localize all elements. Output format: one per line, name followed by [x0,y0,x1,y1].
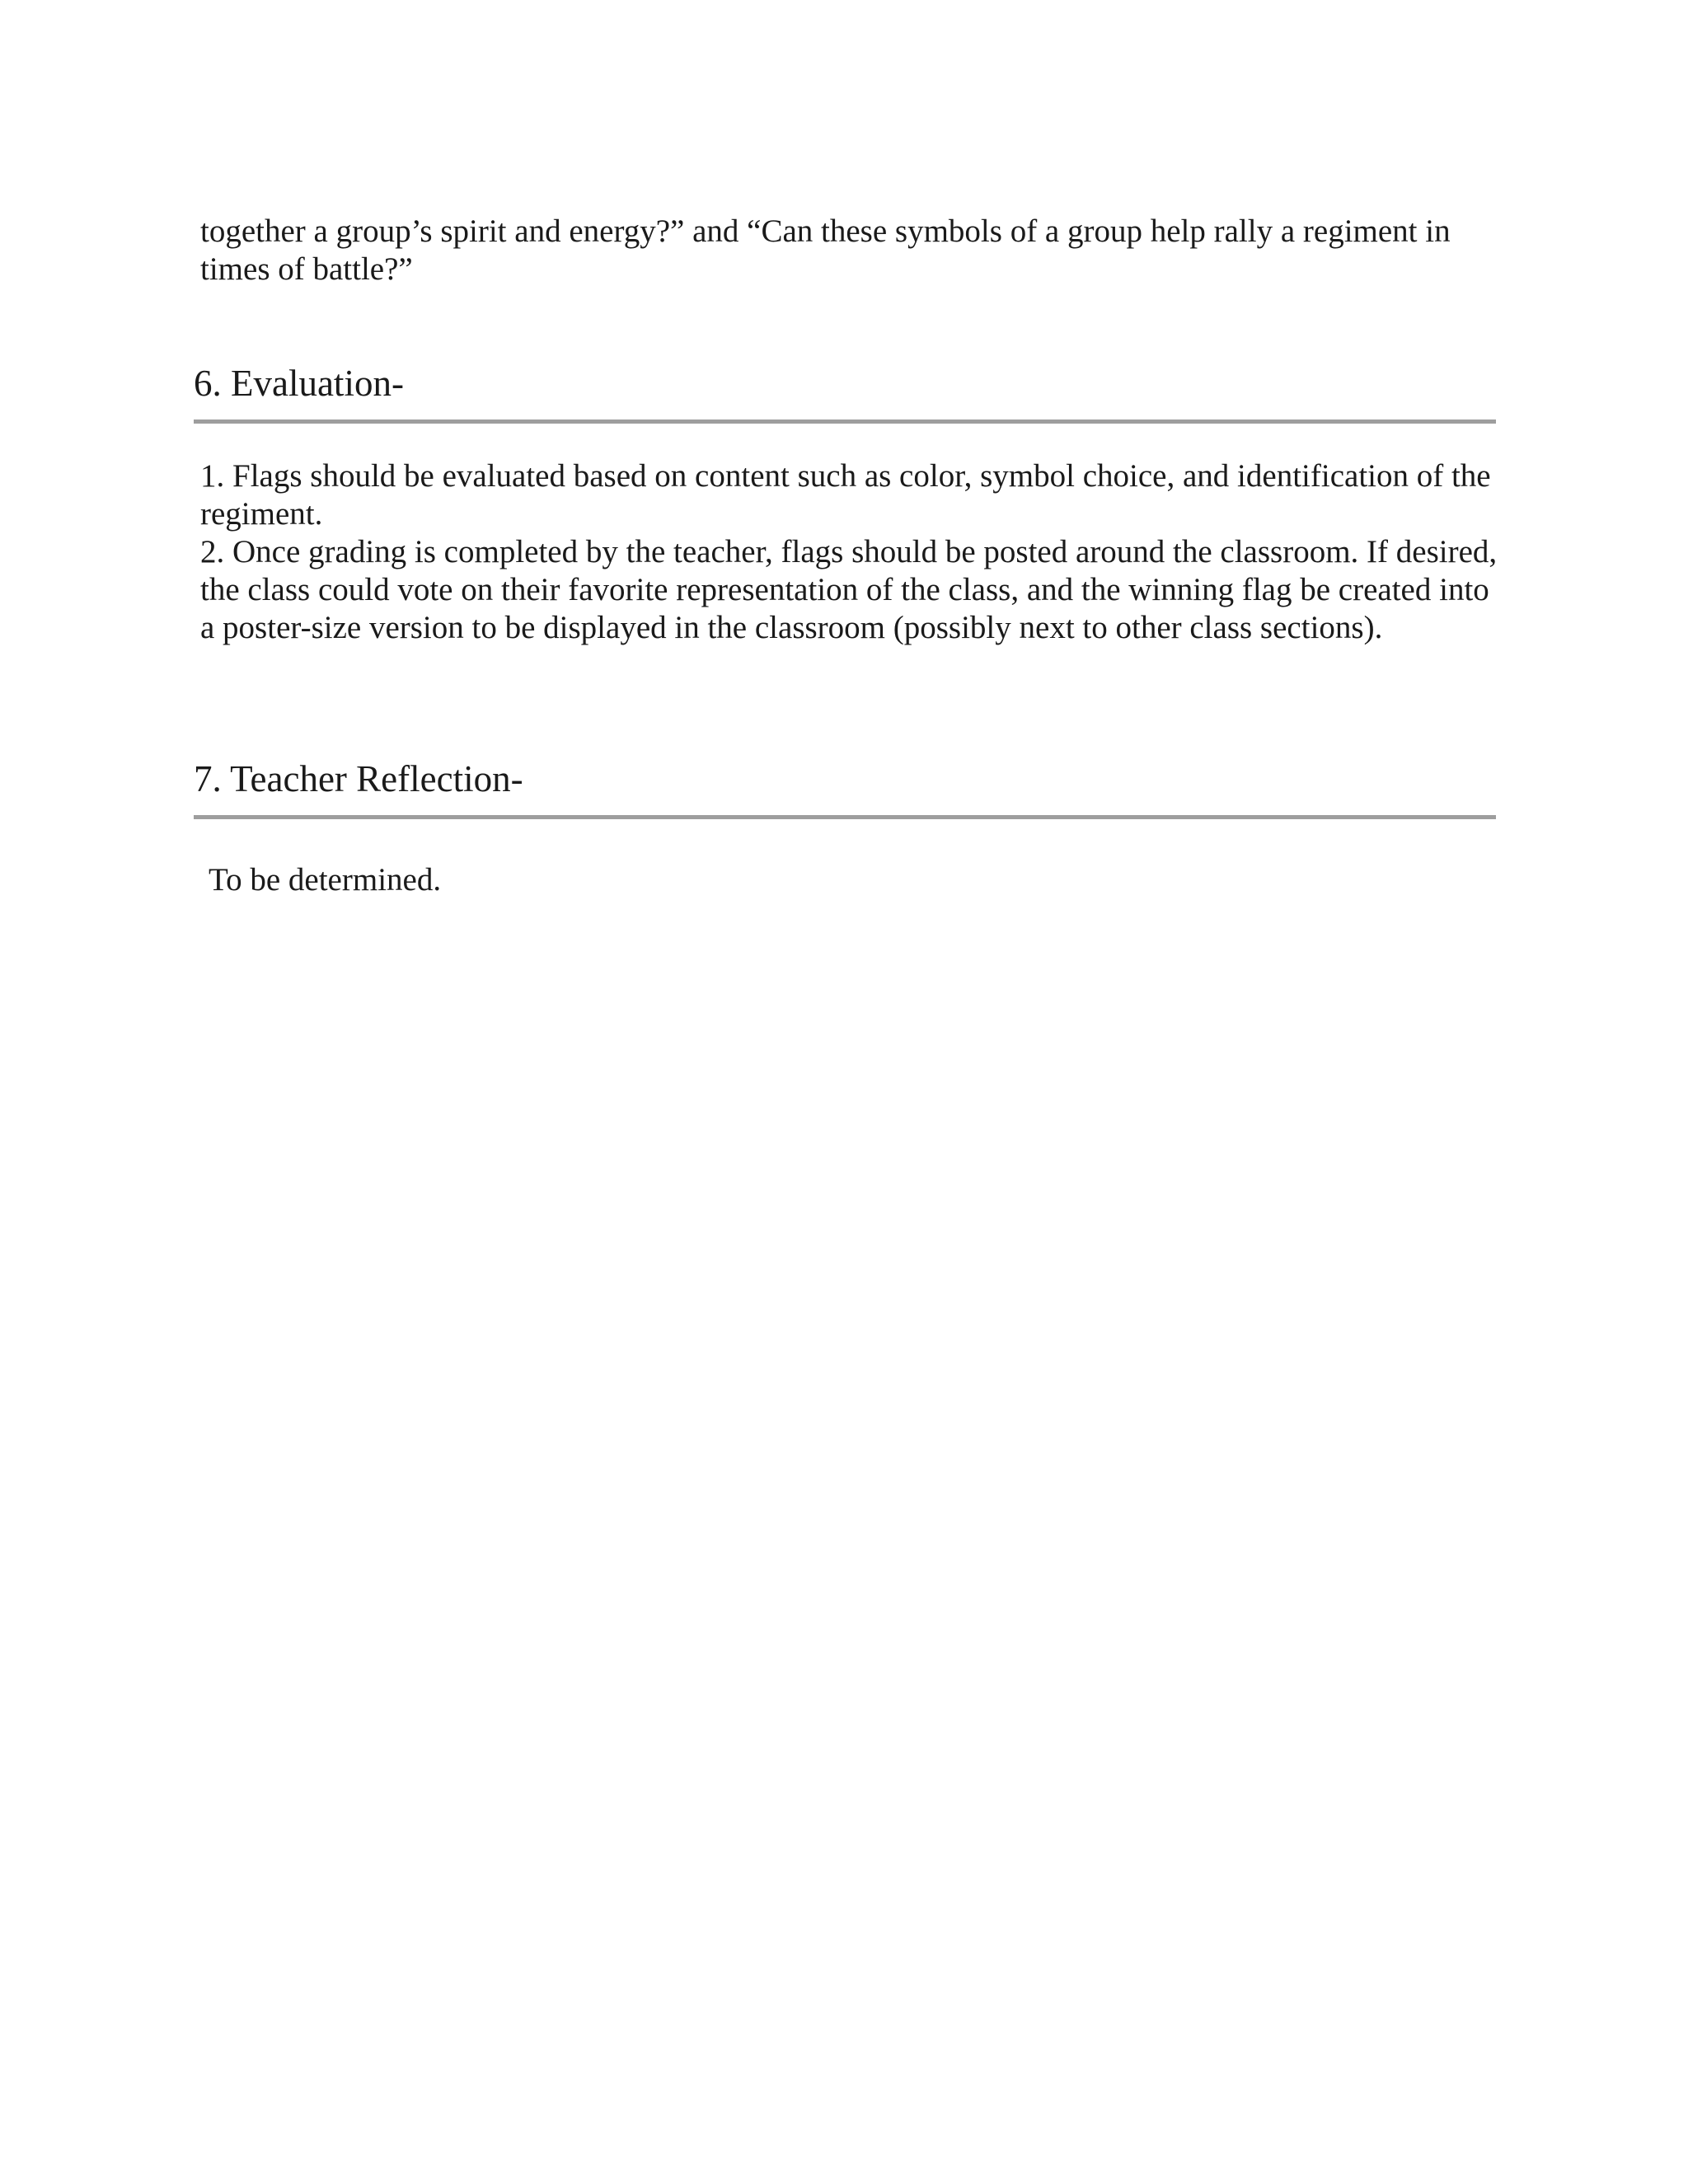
evaluation-item-2: 2. Once grading is completed by the teacher, flags should be posted around the classroom. If desired, the class could vote on their favorite representation of the class, and the winning flag be created into a poster-size version to be displayed in the classroom (possibly next to other class sections). [200,534,1498,645]
evaluation-item-1: 1. Flags should be evaluated based on content such as color, symbol choice, and identification of the regiment. [200,458,1491,532]
teacher-reflection-heading: 7. Teacher Reflection- [194,758,523,799]
teacher-reflection-body: To be determined. [209,862,442,898]
evaluation-body [200,457,1503,647]
teacher-reflection-divider [194,815,1496,819]
evaluation-heading: 6. Evaluation- [194,363,404,404]
intro-continuation-paragraph: together a group’s spirit and energy?” and “Can these symbols of a group help rally a regiment in times of battle?” [200,213,1451,287]
evaluation-divider [194,419,1496,424]
